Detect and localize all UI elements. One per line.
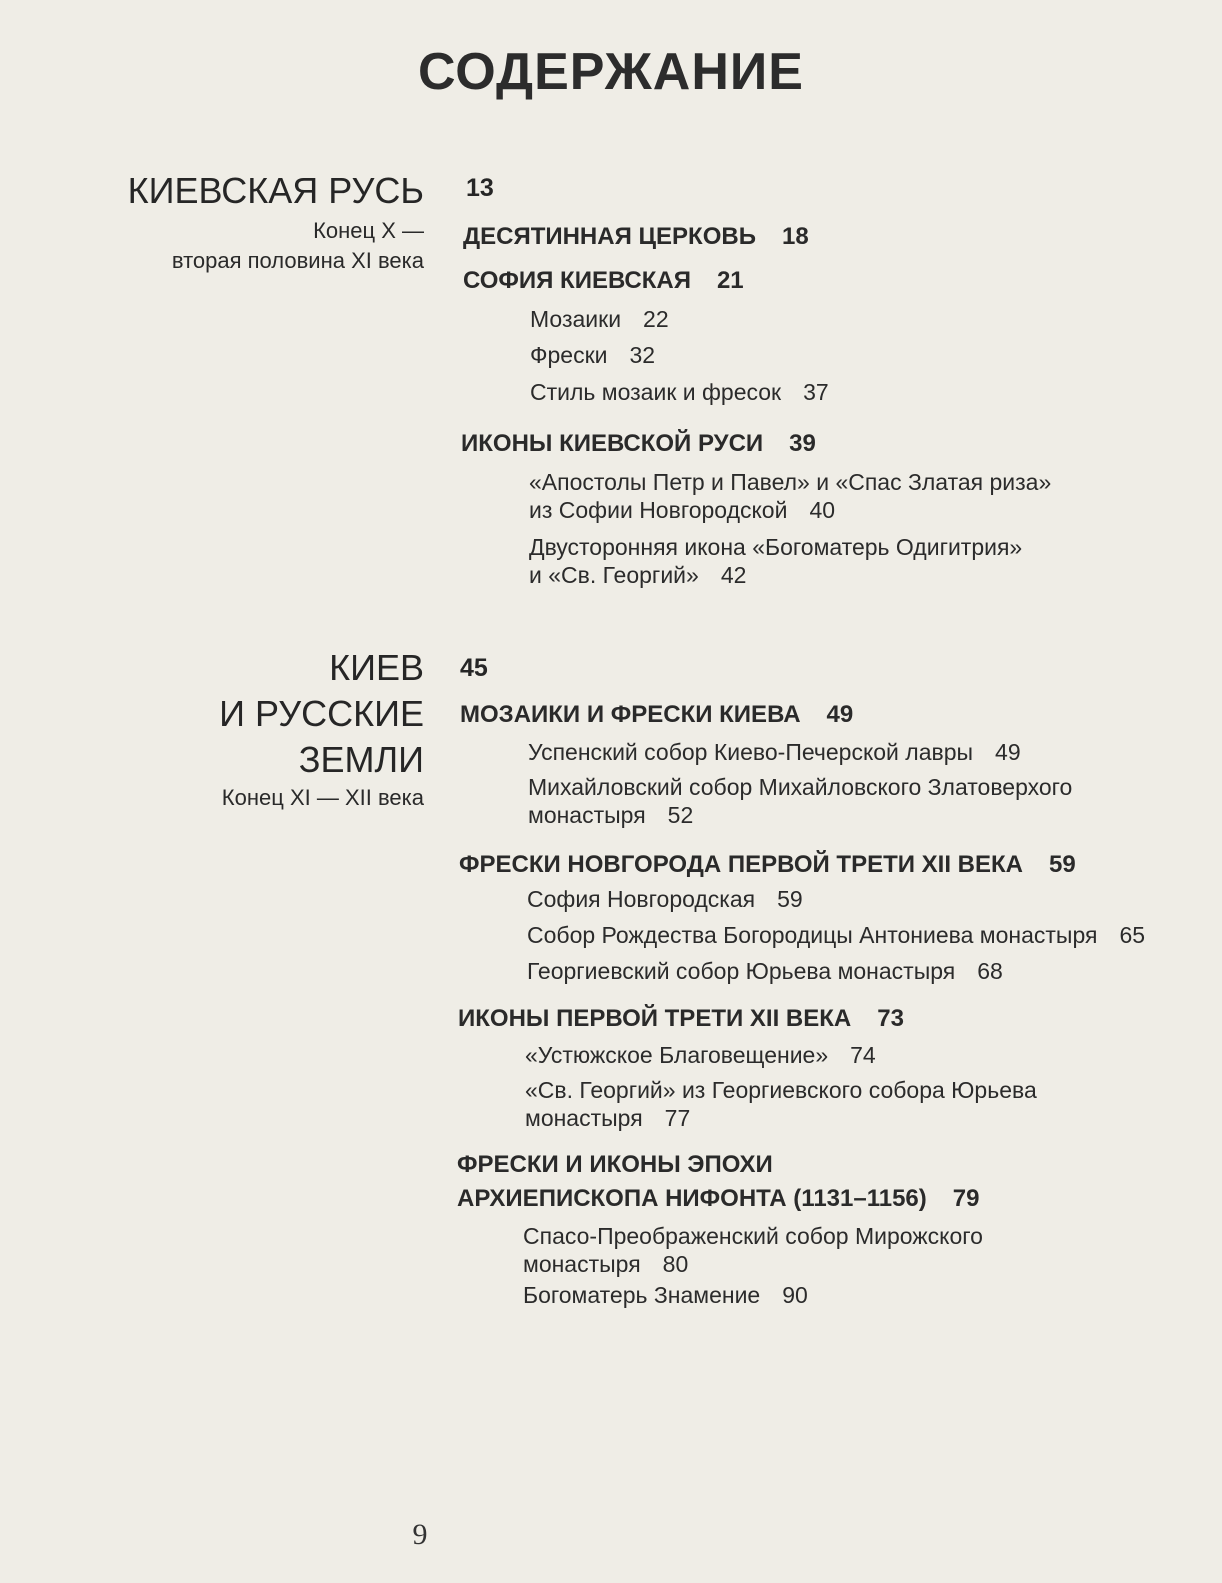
toc-entry: София Новгородская 59 xyxy=(527,886,803,912)
page-number: 49 xyxy=(826,701,854,728)
toc-entry: Мозаики 22 xyxy=(530,306,669,332)
toc-entry: Богоматерь Знамение 90 xyxy=(523,1282,808,1308)
toc-entry: Спасо-Преображенский собор Мирожского монастыря 80 xyxy=(523,1223,983,1277)
toc-entry: Фрески 32 xyxy=(530,342,656,368)
section-page-number: 45 xyxy=(460,654,488,682)
section-title: КИЕВСКАЯ РУСЬ xyxy=(127,170,424,211)
toc-entry: «Устюжское Благовещение» 74 xyxy=(525,1042,876,1068)
toc-entry: «Апостолы Петр и Павел» и «Спас Златая риза» из Софии Новгородской 40 xyxy=(529,469,1052,523)
toc-entry: Георгиевский собор Юрьева монастыря 68 xyxy=(527,958,1003,984)
chapter-heading: ИКОНЫ ПЕРВОЙ ТРЕТИ XII ВЕКА 73 xyxy=(458,1005,904,1032)
page-number: 59 xyxy=(1049,851,1076,878)
page-number-footer: 9 xyxy=(412,1518,428,1551)
chapter-heading: ДЕСЯТИННАЯ ЦЕРКОВЬ 18 xyxy=(463,223,809,250)
chapter-heading: ФРЕСКИ И ИКОНЫ ЭПОХИ АРХИЕПИСКОПА НИФОНТА (1131–1156) 79 xyxy=(457,1151,980,1212)
section-heading-kievan-rus xyxy=(128,168,424,276)
toc-entry: Стиль мозаик и фресок 37 xyxy=(530,379,829,405)
section-page-number: 13 xyxy=(466,174,494,202)
section-subtitle: Конец X — xyxy=(313,218,424,243)
page-number: 21 xyxy=(716,267,744,294)
toc-entry: Успенский собор Киево-Печерской лавры 49 xyxy=(528,739,1021,765)
page-number: 79 xyxy=(952,1185,980,1212)
section-heading-kiev-and-russian-lands xyxy=(219,645,424,813)
section-subtitle: вторая половина XI века xyxy=(171,248,424,273)
page-title: СОДЕРЖАНИЕ xyxy=(418,43,804,101)
section-subtitle: Конец XI — XII века xyxy=(221,785,424,810)
toc-entry: Михайловский собор Михайловского Златоверхого монастыря 52 xyxy=(528,774,1073,828)
chapter-heading: СОФИЯ КИЕВСКАЯ 21 xyxy=(463,267,744,294)
toc-entry: Двусторонняя икона «Богоматерь Одигитрия» и «Св. Георгий» 42 xyxy=(529,534,1023,588)
chapter-heading: ФРЕСКИ НОВГОРОДА ПЕРВОЙ ТРЕТИ XII ВЕКА 59 xyxy=(459,851,1076,878)
toc-entry: Собор Рождества Богородицы Антониева монастыря 65 xyxy=(527,922,1146,948)
section-title: КИЕВ xyxy=(329,647,424,688)
chapter-heading: ИКОНЫ КИЕВСКОЙ РУСИ 39 xyxy=(461,430,816,457)
section-title: ЗЕМЛИ xyxy=(298,739,424,780)
page-number: 18 xyxy=(781,223,809,250)
page-number: 73 xyxy=(877,1005,904,1032)
section-title: И РУССКИЕ xyxy=(219,693,424,734)
chapter-heading: МОЗАИКИ И ФРЕСКИ КИЕВА 49 xyxy=(460,701,854,728)
page-number: 39 xyxy=(789,430,816,457)
toc-entry: «Св. Георгий» из Георгиевского собора Юрьева монастыря 77 xyxy=(525,1077,1037,1131)
